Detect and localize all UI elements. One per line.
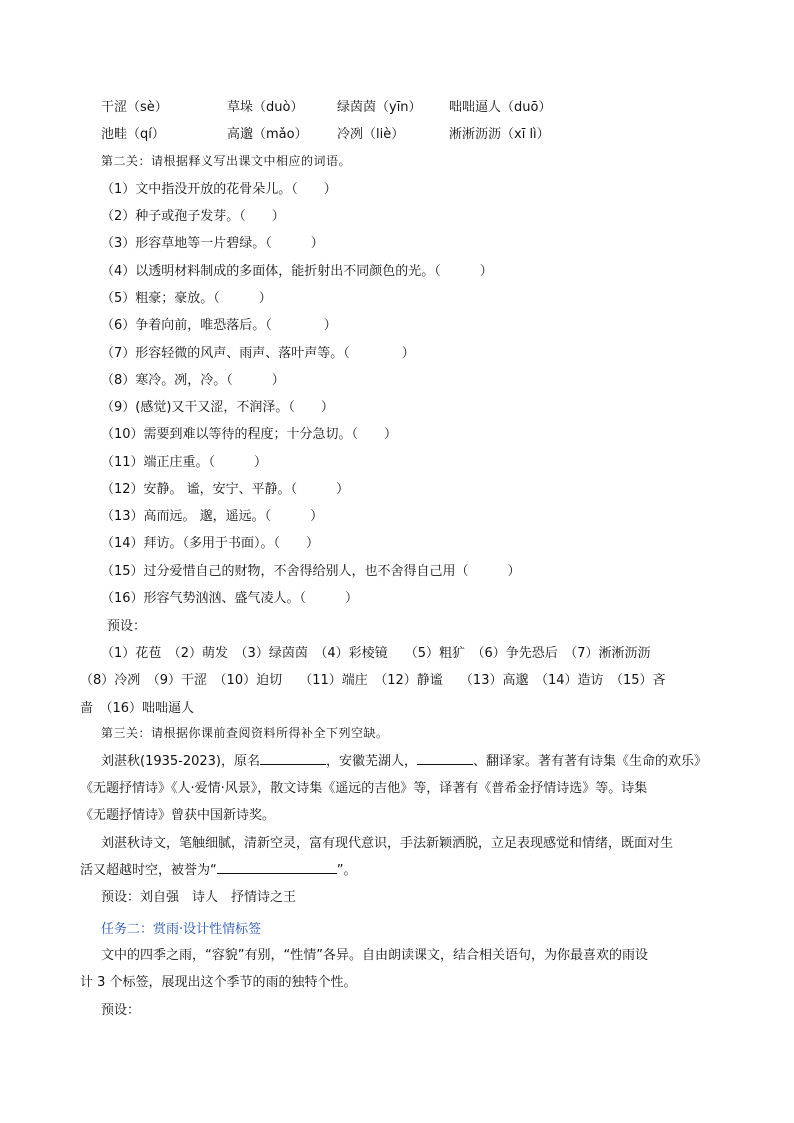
question-item: （3）形容草地等一片碧绿。（ ） — [101, 236, 324, 251]
pinyin-word: 咄咄逼人（duō） — [449, 100, 552, 115]
level3-preset: 预设：刘自强 诗人 抒情诗之王 — [101, 890, 297, 905]
pinyin-word: 高邈（mǎo） — [227, 127, 308, 142]
bio-line: 《无题抒情诗》《人·爱情·风景》，散文诗集《遥远的吉他》等，译著有《普希金抒情诗选》等。诗集 — [80, 781, 648, 796]
task2-preset: 预设： — [101, 1003, 141, 1018]
question-item: （7）形容轻微的风声、雨声、落叶声等。（ ） — [101, 346, 415, 361]
bio-text: 刘湛秋(1935-2023)，原名 — [101, 754, 261, 769]
task2-text: 计 3 个标签，展现出这个季节的雨的独特个性。 — [80, 975, 357, 990]
question-item: （2）种子或孢子发芽。（ ） — [101, 209, 285, 224]
question-item: （5）粗豪；豪放。（ ） — [101, 291, 272, 306]
question-item: （11）端正庄重。（ ） — [101, 455, 268, 470]
pinyin-row-2 — [101, 123, 550, 142]
name-blank[interactable] — [260, 763, 326, 765]
bio-line — [101, 750, 707, 769]
question-item: （6）争着向前，唯恐落后。（ ） — [101, 318, 337, 333]
bio-line: 刘湛秋诗文，笔触细腻，清新空灵，富有现代意识，手法新颖洒脱，立足表现感觉和情绪，既面对生 — [101, 836, 674, 851]
title-blank[interactable] — [217, 872, 337, 874]
task2-title: 任务二：赏雨·设计性情标签 — [101, 922, 262, 937]
question-item: （13）高而远。 邈，遥远。（ ） — [101, 509, 324, 524]
answers-line: （8）冷冽 （9）干涩 （10）迫切 （11）端庄 （12）静谧 （13）高邈 （14）造访 （15）吝 — [80, 673, 666, 688]
question-item: （9）(感觉)又干又涩，不润泽。（ ） — [101, 400, 334, 415]
pinyin-word: 干涩（sè） — [101, 100, 168, 115]
pinyin-word: 淅淅沥沥（xī lì） — [449, 127, 550, 142]
preset-label: 预设： — [107, 619, 147, 634]
pinyin-word: 草垛（duò） — [227, 100, 304, 115]
occupation-blank[interactable] — [417, 763, 473, 765]
bio-text: 活又超越时空，被誉为“ — [80, 863, 217, 878]
answers-line: 啬 （16）咄咄逼人 — [80, 701, 195, 716]
pinyin-row-1 — [101, 96, 551, 115]
question-item: （15）过分爱惜自己的财物，不舍得给别人，也不舍得自己用（ ） — [101, 564, 521, 579]
bio-text: ，安徽芜湖人， — [326, 754, 418, 769]
pinyin-word: 冷冽（liè） — [337, 127, 405, 142]
question-item: （4）以透明材料制成的多面体，能折射出不同颜色的光。（ ） — [101, 264, 493, 279]
question-item: （8）寒冷。冽，冷。（ ） — [101, 373, 285, 388]
question-item: （1）文中指没开放的花骨朵儿。（ ） — [101, 182, 337, 197]
pinyin-word: 池畦（qí） — [101, 127, 165, 142]
level2-title: 第二关：请根据释义写出课文中相应的词语。 — [101, 154, 352, 168]
question-item: （10）需要到难以等待的程度；十分急切。（ ） — [101, 427, 398, 442]
level3-title: 第三关：请根据你课前查阅资料所得补全下列空缺。 — [101, 726, 389, 740]
answers-line: （1）花苞 （2）萌发 （3）绿茵茵 （4）彩棱镜 （5）粗犷 （6）争先恐后 （7）淅淅沥沥 — [101, 646, 651, 661]
bio-text: ”。 — [336, 863, 357, 878]
question-item: （16）形容气势汹汹、盛气凌人。（ ） — [101, 591, 359, 606]
bio-line — [80, 859, 357, 878]
question-item: （14）拜访。（多用于书面）。（ ） — [101, 536, 320, 551]
task2-text: 文中的四季之雨，“容貌”有别，“性情”各异。自由朗读课文，结合相关语句，为你最喜欢的雨设 — [101, 948, 648, 963]
bio-text: 、翻译家。著有著有诗集《生命的欢乐》 — [473, 754, 708, 769]
pinyin-word: 绿茵茵（yīn） — [337, 100, 422, 115]
bio-line: 《无题抒情诗》曾获中国新诗奖。 — [80, 808, 276, 823]
question-item: （12）安静。 谧，安宁、平静。（ ） — [101, 482, 350, 497]
